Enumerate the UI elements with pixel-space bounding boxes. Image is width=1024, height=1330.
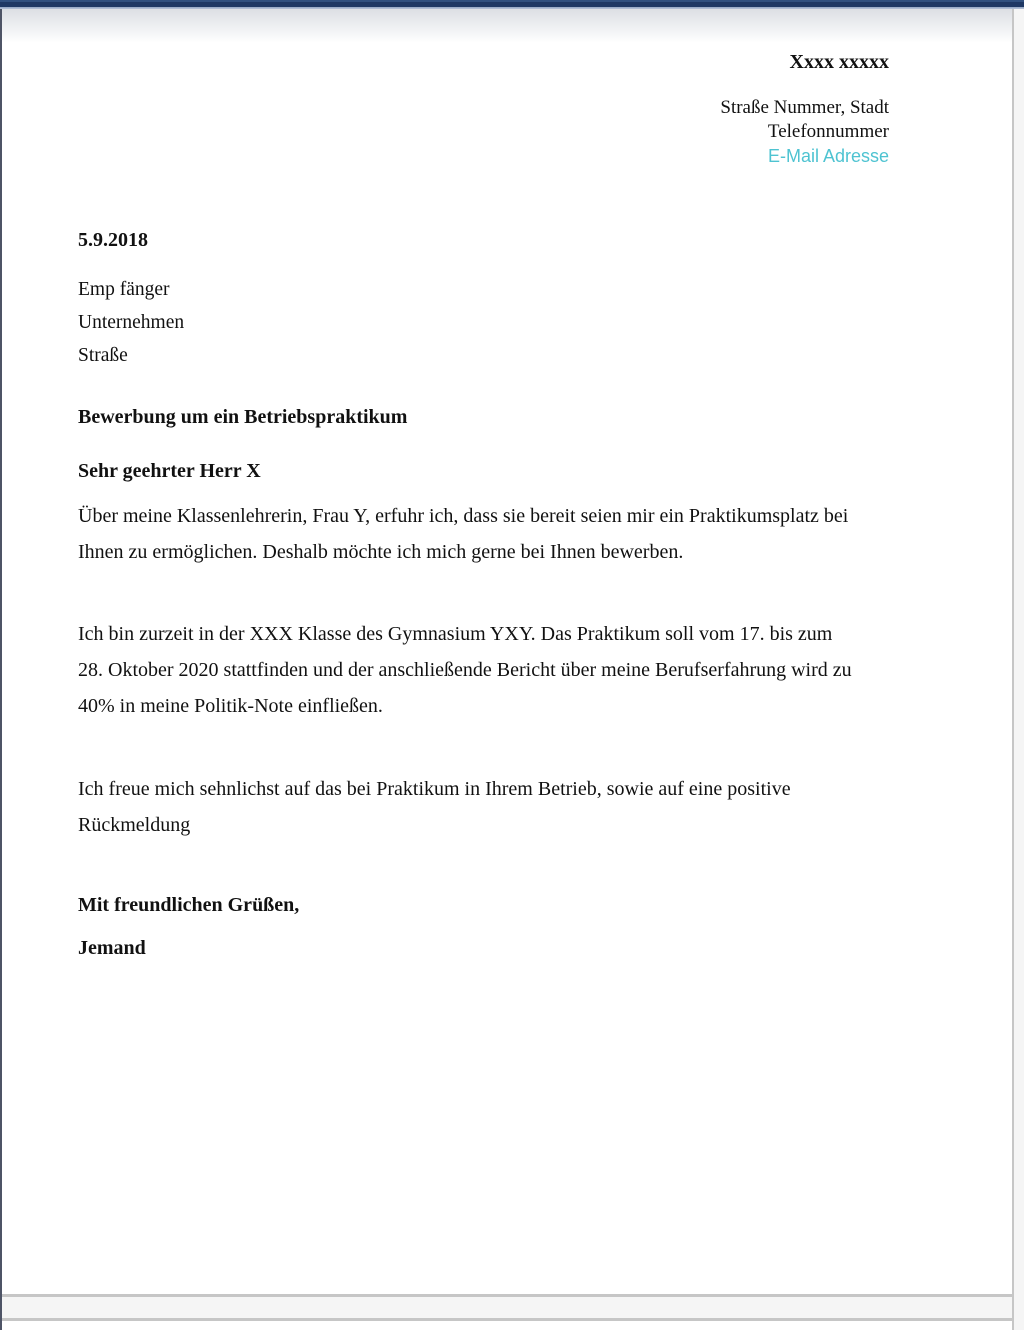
- recipient-company: Unternehmen: [78, 312, 185, 333]
- page-right-gutter: [1012, 0, 1024, 1330]
- paragraph-1: [78, 498, 848, 570]
- paragraph-1-line-1: Über meine Klassenlehrerin, Frau Y, erfuhr ich, dass sie bereit seien mir ein Praktikumsplatz bei: [78, 505, 849, 527]
- paragraph-2-line-3: 40% in meine Politik-Note einfließen.: [78, 695, 383, 717]
- closing-phrase: Mit freundlichen Grüßen,: [78, 894, 300, 916]
- paragraph-2-line-2: 28. Oktober 2020 stattfinden und der anschließende Bericht über meine Berufserfahrung wird zu: [78, 659, 852, 681]
- salutation: Sehr geehrter Herr X: [78, 460, 261, 482]
- subject-line: Bewerbung um ein Betriebspraktikum: [78, 406, 408, 428]
- window-left-edge: [0, 0, 2, 1330]
- top-bar-shadow: [0, 9, 1024, 43]
- page-break-gap: [0, 1297, 1012, 1318]
- sender-name: Xxxx xxxxx: [789, 51, 889, 73]
- paragraph-2-line-1: Ich bin zurzeit in der XXX Klasse des Gymnasium YXY. Das Praktikum soll vom 17. bis zum: [78, 623, 833, 645]
- paragraph-2: [78, 616, 852, 724]
- letter-date: 5.9.2018: [78, 229, 148, 251]
- next-page-top-border: [0, 1318, 1012, 1321]
- recipient-block: [78, 273, 184, 372]
- recipient-street: Straße: [78, 345, 128, 366]
- sender-email-link[interactable]: E-Mail Adresse: [767, 146, 889, 166]
- recipient-name: Emp fänger: [78, 279, 170, 300]
- paragraph-1-line-2: Ihnen zu ermöglichen. Deshalb möchte ich mich gerne bei Ihnen bewerben.: [78, 541, 684, 563]
- sender-phone: Telefonnummer: [767, 121, 889, 142]
- paragraph-3: [78, 771, 791, 843]
- sender-block: [720, 50, 889, 168]
- signature-name: Jemand: [78, 937, 146, 959]
- sender-address: Straße Nummer, Stadt: [720, 97, 889, 118]
- paragraph-3-line-1: Ich freue mich sehnlichst auf das bei Praktikum in Ihrem Betrieb, sowie auf eine positive: [78, 778, 791, 800]
- top-accent-bar: [0, 0, 1024, 9]
- page-bottom-border: [0, 1294, 1012, 1297]
- paragraph-3-line-2: Rückmeldung: [78, 814, 191, 836]
